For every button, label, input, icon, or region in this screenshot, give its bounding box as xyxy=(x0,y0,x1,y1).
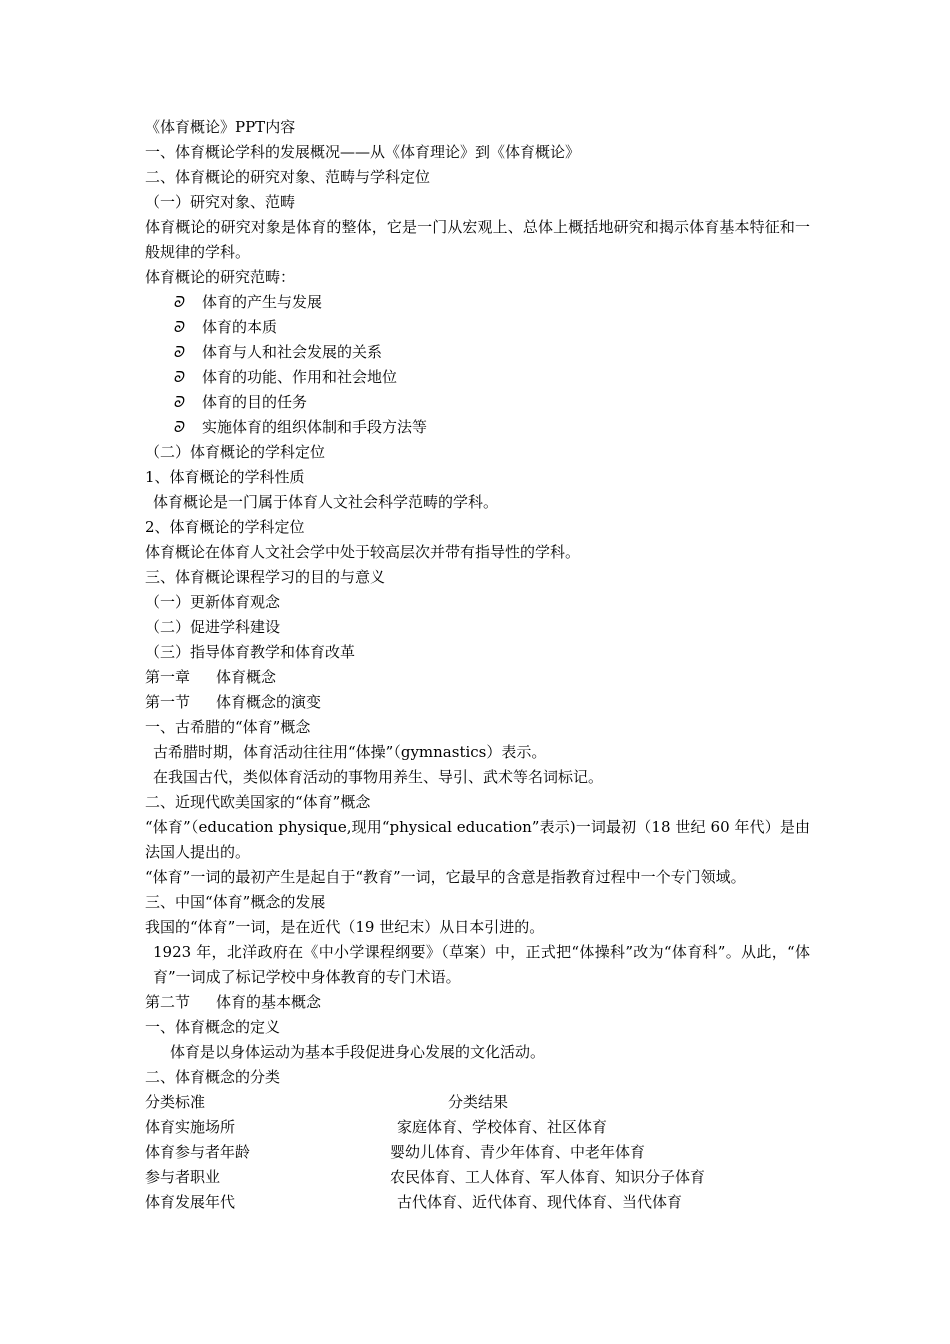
paragraph: “体育”（education physique,现用“physical education”表示)一词最初（18 世纪 60 年代）是由法国人提出的。 xyxy=(145,818,810,861)
subsection-heading: 2、体育概论的学科定位 xyxy=(145,518,305,536)
subsection-heading: 一、古希腊的“体育”概念 xyxy=(145,718,311,736)
subsection-heading: （二）体育概论的学科定位 xyxy=(145,443,326,461)
section-number: 第一节 xyxy=(145,693,191,711)
paragraph: “体育”一词的最初产生是起自于“教育”一词，它最早的含意是指教育过程中一个专门领域。 xyxy=(145,868,746,886)
table-row xyxy=(145,1115,810,1140)
table-cell: 家庭体育、学校体育、社区体育 xyxy=(397,1118,608,1136)
table-cell: 婴幼儿体育、青少年体育、中老年体育 xyxy=(390,1143,646,1161)
paragraph: 古希腊时期，体育活动往往用“体操”（gymnastics）表示。 xyxy=(153,743,547,761)
table-cell: 农民体育、工人体育、军人体育、知识分子体育 xyxy=(390,1168,706,1186)
chapter-title: 体育概念 xyxy=(216,668,277,686)
page-title: 《体育概论》PPT内容 xyxy=(145,118,296,136)
paragraph: 1923 年，北洋政府在《中小学课程纲要》（草案）中，正式把“体操科”改为“体育科”。从此，“体育”一词成了标记学校中身体教育的专门术语。 xyxy=(153,943,810,986)
subsection-heading: 1、体育概论的学科性质 xyxy=(145,468,305,486)
table-header-cell: 分类结果 xyxy=(448,1093,509,1111)
table-row xyxy=(145,1190,810,1215)
table-row xyxy=(145,1165,810,1190)
section-heading xyxy=(145,990,810,1015)
table-header-cell: 分类标准 xyxy=(145,1093,206,1111)
paragraph: 我国的“体育”一词，是在近代（19 世纪末）从日本引进的。 xyxy=(145,918,545,936)
list-item xyxy=(145,390,810,415)
section-heading: 二、体育概论的研究对象、范畴与学科定位 xyxy=(145,168,431,186)
list-item-text: 实施体育的组织体制和手段方法等 xyxy=(202,418,428,436)
section-heading: 一、体育概论学科的发展概况——从《体育理论》到《体育概论》 xyxy=(145,143,581,161)
table-cell: 参与者职业 xyxy=(145,1168,221,1186)
classification-table xyxy=(145,1090,810,1215)
bullet-icon: ᘐ xyxy=(173,368,184,386)
table-row xyxy=(145,1140,810,1165)
table-cell: 体育发展年代 xyxy=(145,1193,236,1211)
paragraph: 在我国古代，类似体育活动的事物用养生、导引、武术等名词标记。 xyxy=(153,768,604,786)
list-item xyxy=(145,415,810,440)
subsection-heading: （二）促进学科建设 xyxy=(145,618,281,636)
list-item xyxy=(145,290,810,315)
paragraph: 体育是以身体运动为基本手段促进身心发展的文化活动。 xyxy=(170,1043,546,1061)
subsection-heading: 三、中国“体育”概念的发展 xyxy=(145,893,326,911)
table-cell: 古代体育、近代体育、现代体育、当代体育 xyxy=(397,1193,683,1211)
bullet-icon: ᘐ xyxy=(173,293,184,311)
list-item-text: 体育的功能、作用和社会地位 xyxy=(202,368,398,386)
list-item-text: 体育与人和社会发展的关系 xyxy=(202,343,383,361)
bullet-icon: ᘐ xyxy=(173,418,184,436)
list-item xyxy=(145,365,810,390)
bullet-icon: ᘐ xyxy=(173,318,184,336)
list-item-text: 体育的目的任务 xyxy=(202,393,308,411)
section-heading: 三、体育概论课程学习的目的与意义 xyxy=(145,568,386,586)
subsection-heading: 二、体育概念的分类 xyxy=(145,1068,281,1086)
paragraph: 体育概论在体育人文社会学中处于较高层次并带有指导性的学科。 xyxy=(145,543,581,561)
subsection-heading: （三）指导体育教学和体育改革 xyxy=(145,643,356,661)
chapter-heading xyxy=(145,665,810,690)
subsection-heading: 二、近现代欧美国家的“体育”概念 xyxy=(145,793,371,811)
section-heading xyxy=(145,690,810,715)
section-title: 体育概念的演变 xyxy=(216,693,322,711)
table-cell: 体育实施场所 xyxy=(145,1118,236,1136)
subsection-heading: （一）更新体育观念 xyxy=(145,593,281,611)
table-header-row xyxy=(145,1090,810,1115)
paragraph: 体育概论是一门属于体育人文社会科学范畴的学科。 xyxy=(153,493,499,511)
list-item xyxy=(145,315,810,340)
table-cell: 体育参与者年龄 xyxy=(145,1143,251,1161)
list-item xyxy=(145,340,810,365)
paragraph: 体育概论的研究范畴： xyxy=(145,268,296,286)
paragraph: 体育概论的研究对象是体育的整体，它是一门从宏观上、总体上概括地研究和揭示体育基本特征和一般规律的学科。 xyxy=(145,218,810,261)
subsection-heading: （一）研究对象、范畴 xyxy=(145,193,296,211)
subsection-heading: 一、体育概念的定义 xyxy=(145,1018,281,1036)
section-title: 体育的基本概念 xyxy=(216,993,322,1011)
list-item-text: 体育的产生与发展 xyxy=(202,293,323,311)
bullet-icon: ᘐ xyxy=(173,393,184,411)
list-item-text: 体育的本质 xyxy=(202,318,278,336)
chapter-number: 第一章 xyxy=(145,668,191,686)
bullet-icon: ᘐ xyxy=(173,343,184,361)
document-body xyxy=(145,115,810,1215)
section-number: 第二节 xyxy=(145,993,191,1011)
